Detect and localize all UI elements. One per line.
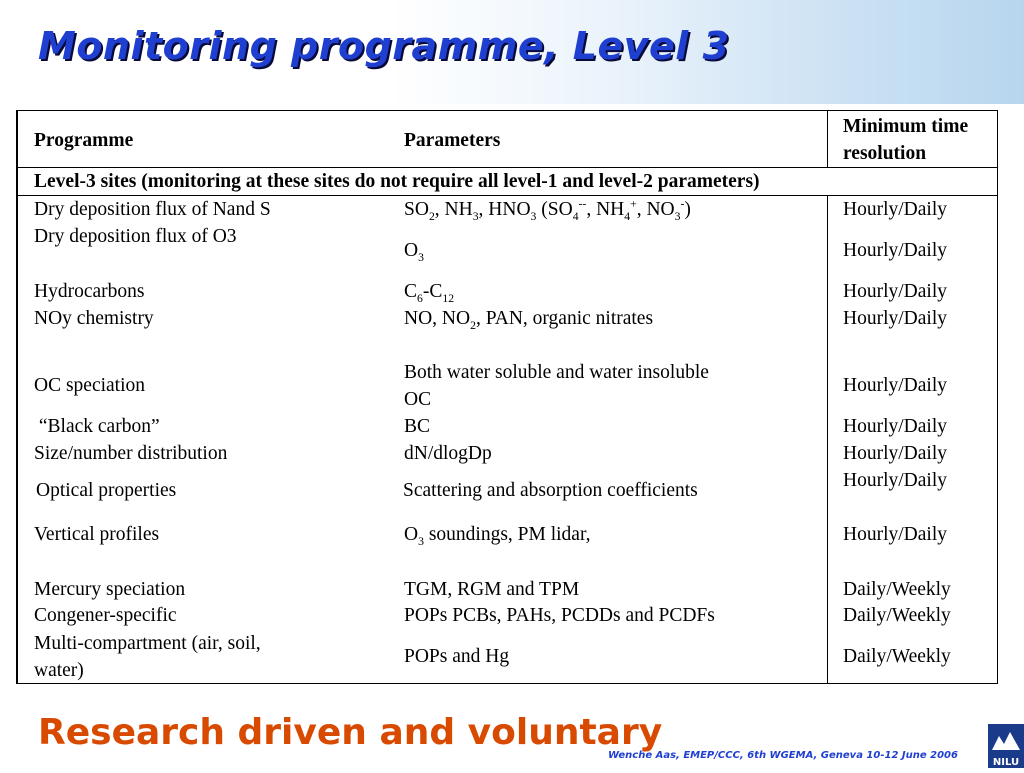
row-resolution: Daily/Weekly	[843, 579, 951, 600]
row-parameters-line2: OC	[404, 389, 432, 410]
row-programme-line1: Multi-compartment (air, soil,	[34, 633, 261, 654]
row-programme: Size/number distribution	[34, 443, 228, 464]
row-programme: Dry deposition flux of Nand S	[34, 199, 271, 220]
row-parameters: NO, $NO_2$, PAN, organic nitrates	[404, 308, 654, 332]
nilu-logo	[988, 724, 1024, 768]
header-parameters: Parameters	[404, 130, 501, 151]
row-resolution: Hourly/Daily	[843, 281, 947, 302]
section-row-level3: Level-3 sites (monitoring at these sites do not require all level-1 and level-2 parameters)	[34, 171, 760, 192]
header-resolution-line2: resolution	[843, 143, 927, 164]
row-resolution: Hourly/Daily	[843, 524, 947, 545]
row-parameters: Scattering and absorption coefficients	[403, 480, 698, 501]
row-resolution: Hourly/Daily	[843, 375, 947, 396]
left-margin-line	[17, 111, 18, 683]
row-parameters: $O_3$	[404, 240, 424, 264]
row-resolution: Hourly/Daily	[843, 443, 947, 464]
row-resolution: Hourly/Daily	[843, 240, 947, 261]
svg-text:NILU: NILU	[992, 757, 1020, 768]
header-programme: Programme	[34, 130, 134, 151]
row-programme-line2: water)	[34, 660, 84, 681]
column-divider-right	[827, 111, 828, 167]
column-divider-right-body	[827, 195, 828, 683]
row-parameters: TGM, RGM and TPM	[404, 579, 580, 600]
row-parameters: dN/dlogDp	[404, 443, 492, 464]
row-programme: “Black carbon”	[34, 416, 160, 437]
row-programme: NOy chemistry	[34, 308, 154, 329]
row-parameters: POPs and Hg	[404, 646, 510, 667]
footer-credit: Wenche Aas, EMEP/CCC, 6th WGEMA, Geneva 10-12 June 2006	[608, 750, 958, 761]
row-programme: Mercury speciation	[34, 579, 186, 600]
row-parameters: BC	[404, 416, 431, 437]
row-resolution: Hourly/Daily	[843, 308, 947, 329]
row-parameters: $SO_2$, $NH_3$, $HNO_3$ ($SO_4^{--}$, $NH_4^+$, $NO_3^-$)	[404, 197, 691, 223]
row-parameters: $C_6-C_{12}$	[404, 281, 455, 305]
row-parameters-line1: Both water soluble and water insoluble	[404, 362, 709, 383]
row-programme: Hydrocarbons	[34, 281, 145, 302]
row-programme: Optical properties	[36, 480, 177, 501]
header-resolution-line1: Minimum time	[843, 116, 969, 137]
footer-headline: Research driven and voluntary	[38, 712, 663, 753]
row-parameters: $O_3$ soundings, PM lidar,	[404, 524, 591, 548]
row-programme: Dry deposition flux of O3	[34, 226, 237, 247]
row-parameters: POPs PCBs, PAHs, PCDDs and PCDFs	[404, 605, 715, 626]
row-programme: Vertical profiles	[34, 524, 160, 545]
row-programme: OC speciation	[34, 375, 146, 396]
row-resolution: Daily/Weekly	[843, 605, 951, 626]
row-resolution: Hourly/Daily	[843, 416, 947, 437]
slide-title: Monitoring programme, Level 3	[38, 24, 730, 68]
row-resolution: Hourly/Daily	[843, 470, 947, 491]
row-resolution: Hourly/Daily	[843, 199, 947, 220]
row-programme: Congener-specific	[34, 605, 177, 626]
row-resolution: Daily/Weekly	[843, 646, 951, 667]
